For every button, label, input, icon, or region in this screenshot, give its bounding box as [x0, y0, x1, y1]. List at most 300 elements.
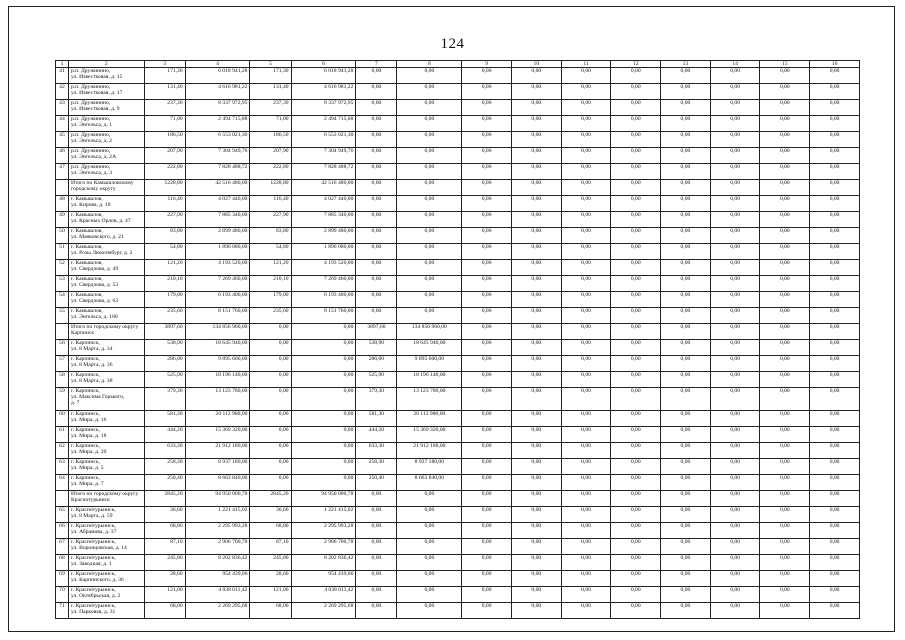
value-cell: 0,00 [661, 571, 711, 587]
value-cell: 237,30 [250, 100, 291, 116]
address-cell: г. Краснотурьинск, ул. Заводная, д. 1 [68, 555, 144, 571]
value-cell: 8 663 840,00 [397, 475, 462, 491]
address-cell: г. Краснотурьинск, ул. Воронцовская, д. 14 [68, 539, 144, 555]
value-cell: 0,00 [661, 411, 711, 427]
value-cell: 0,00 [462, 523, 512, 539]
value-cell: 0,00 [760, 100, 810, 116]
value-cell: 0,00 [397, 84, 462, 100]
address-cell: г. Краснотурьинск, ул. Абрамова, д. 37 [68, 523, 144, 539]
value-cell: 0,00 [810, 244, 860, 260]
value-cell: 0,00 [611, 443, 661, 459]
column-header: 2 [68, 61, 144, 68]
value-cell: 538,90 [356, 340, 397, 356]
value-cell: 0,00 [561, 164, 611, 180]
row-number: 50 [56, 228, 69, 244]
value-cell: 0,00 [356, 539, 397, 555]
value-cell: 0,00 [661, 427, 711, 443]
value-cell: 0,00 [462, 148, 512, 164]
value-cell: 0,00 [356, 603, 397, 619]
column-header: 5 [250, 61, 291, 68]
value-cell: 0,00 [397, 603, 462, 619]
value-cell: 235,60 [144, 308, 185, 324]
value-cell: 54,80 [250, 244, 291, 260]
row-number: 66 [56, 523, 69, 539]
value-cell: 0,00 [561, 372, 611, 388]
value-cell: 0,00 [810, 84, 860, 100]
value-cell: 0,00 [561, 244, 611, 260]
value-cell: 0,00 [397, 132, 462, 148]
value-cell: 0,00 [710, 180, 760, 196]
value-cell: 131,40 [144, 84, 185, 100]
value-cell: 0,00 [611, 212, 661, 228]
value-cell: 0,00 [561, 603, 611, 619]
value-cell: 7 269 460,00 [185, 276, 250, 292]
value-cell: 0,00 [561, 228, 611, 244]
value-cell: 0,00 [511, 356, 561, 372]
value-cell: 0,00 [611, 555, 661, 571]
table-row [56, 571, 860, 587]
value-cell: 0,00 [661, 228, 711, 244]
value-cell: 0,00 [611, 459, 661, 475]
row-number: 70 [56, 587, 69, 603]
value-cell: 0,00 [356, 276, 397, 292]
value-cell: 3897,60 [144, 324, 185, 340]
address-cell: г. Камышлов, ул. Свердлова, д. 63 [68, 292, 144, 308]
value-cell: 0,00 [661, 212, 711, 228]
value-cell: 0,00 [810, 475, 860, 491]
value-cell: 0,00 [760, 603, 810, 619]
value-cell: 286,00 [356, 356, 397, 372]
value-cell: 94 950 000,78 [185, 491, 250, 507]
value-cell: 121,00 [144, 587, 185, 603]
value-cell: 0,00 [356, 523, 397, 539]
value-cell: 0,00 [561, 555, 611, 571]
value-cell: 0,00 [710, 443, 760, 459]
value-cell: 581,30 [356, 411, 397, 427]
value-cell: 0,00 [661, 443, 711, 459]
value-cell: 0,00 [511, 228, 561, 244]
value-cell: 0,00 [356, 587, 397, 603]
value-cell: 0,00 [561, 491, 611, 507]
value-cell: 9 895 600,00 [397, 356, 462, 372]
value-cell: 0,00 [511, 84, 561, 100]
value-cell: 0,00 [661, 324, 711, 340]
value-cell: 28,60 [250, 571, 291, 587]
value-cell: 0,00 [462, 308, 512, 324]
value-cell: 0,00 [511, 276, 561, 292]
table-row [56, 459, 860, 475]
value-cell: 633,30 [144, 443, 185, 459]
table-row [56, 507, 860, 523]
value-cell: 0,00 [710, 491, 760, 507]
value-cell: 0,00 [661, 356, 711, 372]
table-row [56, 132, 860, 148]
table-row [56, 603, 860, 619]
value-cell: 0,00 [611, 427, 661, 443]
value-cell: 0,00 [397, 116, 462, 132]
value-cell: 0,00 [462, 603, 512, 619]
value-cell: 0,00 [462, 68, 512, 84]
value-cell: 0,00 [661, 308, 711, 324]
value-cell: 0,00 [561, 587, 611, 603]
value-cell: 0,00 [250, 388, 291, 411]
value-cell: 0,00 [760, 212, 810, 228]
value-cell: 0,00 [561, 148, 611, 164]
value-cell: 36,60 [144, 507, 185, 523]
value-cell: 0,00 [810, 308, 860, 324]
value-cell: 134 856 960,00 [185, 324, 250, 340]
value-cell: 207,90 [144, 148, 185, 164]
value-cell: 237,30 [144, 100, 185, 116]
value-cell: 0,00 [611, 180, 661, 196]
value-cell: 0,00 [760, 571, 810, 587]
value-cell: 0,00 [760, 475, 810, 491]
value-cell: 2 494 715,88 [185, 116, 250, 132]
value-cell: 0,00 [462, 260, 512, 276]
value-cell: 9 895 600,00 [185, 356, 250, 372]
value-cell: 0,00 [462, 427, 512, 443]
address-cell: г. Карпинск, ул. Максима Горького, д. 7 [68, 388, 144, 411]
value-cell: 15 369 320,00 [185, 427, 250, 443]
table-row [56, 443, 860, 459]
value-cell: 525,90 [356, 372, 397, 388]
value-cell: 71,00 [250, 116, 291, 132]
value-cell: 7 304 949,76 [185, 148, 250, 164]
value-cell: 0,00 [760, 292, 810, 308]
value-cell: 116,40 [250, 196, 291, 212]
value-cell: 186,50 [250, 132, 291, 148]
value-cell: 13 123 780,00 [397, 388, 462, 411]
value-cell: 0,00 [810, 459, 860, 475]
value-cell: 0,00 [661, 292, 711, 308]
value-cell: 7 885 340,00 [185, 212, 250, 228]
value-cell: 28,60 [144, 571, 185, 587]
value-cell: 0,00 [661, 459, 711, 475]
value-cell: 18 645 940,00 [185, 340, 250, 356]
value-cell: 0,00 [356, 507, 397, 523]
value-cell: 0,00 [810, 228, 860, 244]
address-cell: р.п. Дружинино, ул. Энгельса, д. 1 [68, 116, 144, 132]
value-cell: 0,00 [760, 555, 810, 571]
value-cell: 444,20 [356, 427, 397, 443]
value-cell: 0,00 [397, 180, 462, 196]
value-cell: 2 269 295,68 [291, 603, 356, 619]
value-cell: 0,00 [561, 260, 611, 276]
value-cell: 0,00 [462, 491, 512, 507]
value-cell: 68,80 [250, 523, 291, 539]
value-cell: 18 196 140,00 [185, 372, 250, 388]
value-cell: 379,30 [356, 388, 397, 411]
address-cell: р.п. Дружинино, ул. Известковая, д. 15 [68, 68, 144, 84]
value-cell: 0,00 [397, 523, 462, 539]
header-row [56, 61, 860, 68]
value-cell: 0,00 [710, 164, 760, 180]
value-cell: 0,00 [810, 68, 860, 84]
value-cell: 0,00 [462, 276, 512, 292]
value-cell: 0,00 [511, 491, 561, 507]
value-cell: 0,00 [661, 84, 711, 100]
table-row [56, 84, 860, 100]
value-cell: 0,00 [561, 475, 611, 491]
value-cell: 0,00 [611, 276, 661, 292]
value-cell: 0,00 [661, 180, 711, 196]
value-cell: 0,00 [710, 244, 760, 260]
value-cell: 0,00 [661, 116, 711, 132]
address-cell: Итого по городскому округу Краснотурьинск [68, 491, 144, 507]
value-cell: 0,00 [561, 68, 611, 84]
value-cell: 0,00 [710, 148, 760, 164]
value-cell: 0,00 [462, 475, 512, 491]
table-row [56, 292, 860, 308]
column-header: 11 [561, 61, 611, 68]
value-cell: 0,00 [511, 571, 561, 587]
value-cell: 0,00 [356, 308, 397, 324]
value-cell: 2 269 295,68 [185, 603, 250, 619]
address-cell: р.п. Дружинино, ул. Энгельса, д. 2 [68, 132, 144, 148]
table-row [56, 411, 860, 427]
value-cell: 525,90 [144, 372, 185, 388]
value-cell: 0,00 [462, 372, 512, 388]
value-cell: 0,00 [561, 443, 611, 459]
column-header: 15 [760, 61, 810, 68]
value-cell: 0,00 [710, 555, 760, 571]
column-header: 10 [511, 61, 561, 68]
value-cell: 83,80 [250, 228, 291, 244]
value-cell: 0,00 [810, 116, 860, 132]
value-cell: 0,00 [611, 324, 661, 340]
address-cell: г. Карпинск, ул. 8 Марта, д. 38 [68, 372, 144, 388]
address-cell: г. Карпинск, ул. Мира, д. 20 [68, 443, 144, 459]
value-cell: 0,00 [511, 475, 561, 491]
value-cell: 0,00 [561, 507, 611, 523]
value-cell: 6 193 400,00 [291, 292, 356, 308]
value-cell: 7 885 340,00 [291, 212, 356, 228]
value-cell: 0,00 [511, 507, 561, 523]
value-cell: 0,00 [561, 132, 611, 148]
value-cell: 0,00 [511, 523, 561, 539]
value-cell: 7 304 949,76 [291, 148, 356, 164]
value-cell: 210,10 [144, 276, 185, 292]
value-cell: 0,00 [397, 100, 462, 116]
value-cell: 0,00 [661, 100, 711, 116]
value-cell: 0,00 [760, 411, 810, 427]
value-cell: 0,00 [462, 555, 512, 571]
value-cell: 954 439,06 [291, 571, 356, 587]
value-cell: 0,00 [511, 116, 561, 132]
data-table [55, 60, 860, 619]
table-row [56, 260, 860, 276]
value-cell: 0,00 [561, 276, 611, 292]
address-cell: г. Карпинск, ул. Мира, д. 18 [68, 427, 144, 443]
address-cell: г. Краснотурьинск, ул. Карпинского, д. 36 [68, 571, 144, 587]
value-cell: 0,00 [291, 459, 356, 475]
value-cell: 0,00 [661, 340, 711, 356]
column-header: 14 [710, 61, 760, 68]
value-cell: 0,00 [611, 587, 661, 603]
address-cell: г. Карпинск, ул. 8 Марта, д. 34 [68, 340, 144, 356]
value-cell: 0,00 [291, 340, 356, 356]
value-cell: 20 112 980,00 [185, 411, 250, 427]
value-cell: 0,00 [561, 388, 611, 411]
value-cell: 0,00 [397, 228, 462, 244]
row-number: 69 [56, 571, 69, 587]
value-cell: 0,00 [710, 100, 760, 116]
value-cell: 210,10 [250, 276, 291, 292]
value-cell: 0,00 [561, 539, 611, 555]
value-cell: 0,00 [611, 196, 661, 212]
value-cell: 0,00 [462, 132, 512, 148]
value-cell: 0,00 [810, 443, 860, 459]
value-cell: 0,00 [710, 603, 760, 619]
value-cell: 0,00 [760, 116, 810, 132]
value-cell: 8 151 760,00 [185, 308, 250, 324]
address-cell: р.п. Дружинино, ул. Энгельса, д. 3 [68, 164, 144, 180]
value-cell: 0,00 [611, 260, 661, 276]
row-number: 56 [56, 340, 69, 356]
value-cell: 0,00 [462, 507, 512, 523]
value-cell: 0,00 [760, 443, 810, 459]
value-cell: 0,00 [511, 260, 561, 276]
value-cell: 0,00 [250, 372, 291, 388]
value-cell: 0,00 [760, 523, 810, 539]
value-cell: 6 018 941,28 [185, 68, 250, 84]
value-cell: 0,00 [356, 491, 397, 507]
value-cell: 0,00 [462, 228, 512, 244]
value-cell: 0,00 [760, 324, 810, 340]
value-cell: 0,00 [561, 523, 611, 539]
value-cell: 0,00 [397, 539, 462, 555]
value-cell: 6 553 021,30 [185, 132, 250, 148]
value-cell: 0,00 [462, 587, 512, 603]
value-cell: 179,00 [250, 292, 291, 308]
value-cell: 0,00 [611, 523, 661, 539]
value-cell: 0,00 [760, 539, 810, 555]
value-cell: 2845,20 [250, 491, 291, 507]
table-row [56, 340, 860, 356]
value-cell: 0,00 [810, 276, 860, 292]
value-cell: 0,00 [462, 324, 512, 340]
value-cell: 0,00 [661, 539, 711, 555]
total-row [56, 491, 860, 507]
value-cell: 0,00 [611, 491, 661, 507]
value-cell: 0,00 [760, 459, 810, 475]
value-cell: 0,00 [462, 459, 512, 475]
value-cell: 13 123 780,00 [185, 388, 250, 411]
address-cell: г. Карпинск, ул. Мира, д. 7 [68, 475, 144, 491]
table-row [56, 523, 860, 539]
value-cell: 0,00 [810, 164, 860, 180]
value-cell: 0,00 [291, 372, 356, 388]
value-cell: 7 828 488,72 [291, 164, 356, 180]
value-cell: 0,00 [462, 180, 512, 196]
value-cell: 0,00 [511, 132, 561, 148]
value-cell: 0,00 [710, 571, 760, 587]
value-cell: 4 027 440,00 [291, 196, 356, 212]
value-cell: 0,00 [561, 340, 611, 356]
value-cell: 2 295 993,28 [291, 523, 356, 539]
value-cell: 171,30 [144, 68, 185, 84]
value-cell: 21 912 180,00 [397, 443, 462, 459]
value-cell: 0,00 [462, 164, 512, 180]
value-cell: 6 193 400,00 [185, 292, 250, 308]
value-cell: 0,00 [760, 164, 810, 180]
value-cell: 0,00 [462, 539, 512, 555]
value-cell: 245,80 [250, 555, 291, 571]
value-cell: 0,00 [511, 388, 561, 411]
column-header: 13 [661, 61, 711, 68]
value-cell: 0,00 [561, 411, 611, 427]
value-cell: 0,00 [561, 180, 611, 196]
column-header: 16 [810, 61, 860, 68]
value-cell: 71,00 [144, 116, 185, 132]
value-cell: 0,00 [291, 427, 356, 443]
value-cell: 8 937 180,00 [185, 459, 250, 475]
value-cell: 0,00 [397, 292, 462, 308]
value-cell: 227,90 [250, 212, 291, 228]
address-cell: г. Камышлов, ул. Розы Люксембург, д. 2 [68, 244, 144, 260]
value-cell: 8 202 836,42 [291, 555, 356, 571]
value-cell: 0,00 [661, 523, 711, 539]
value-cell: 0,00 [810, 340, 860, 356]
value-cell: 4 193 520,00 [185, 260, 250, 276]
value-cell: 0,00 [291, 388, 356, 411]
value-cell: 0,00 [356, 196, 397, 212]
row-number: 44 [56, 116, 69, 132]
column-header: 6 [291, 61, 356, 68]
row-number: 63 [56, 459, 69, 475]
table-row [56, 555, 860, 571]
value-cell: 0,00 [561, 292, 611, 308]
table-row [56, 196, 860, 212]
value-cell: 179,00 [144, 292, 185, 308]
row-number: 62 [56, 443, 69, 459]
value-cell: 0,00 [760, 260, 810, 276]
value-cell: 250,40 [144, 475, 185, 491]
row-number: 54 [56, 292, 69, 308]
value-cell: 0,00 [611, 539, 661, 555]
value-cell: 0,00 [561, 308, 611, 324]
value-cell: 0,00 [561, 356, 611, 372]
value-cell: 0,00 [611, 507, 661, 523]
value-cell: 0,00 [511, 539, 561, 555]
value-cell: 0,00 [710, 475, 760, 491]
value-cell: 0,00 [810, 491, 860, 507]
column-header: 12 [611, 61, 661, 68]
value-cell: 0,00 [760, 180, 810, 196]
value-cell: 0,00 [511, 603, 561, 619]
value-cell: 0,00 [611, 116, 661, 132]
value-cell: 0,00 [356, 228, 397, 244]
value-cell: 0,00 [760, 228, 810, 244]
value-cell: 0,00 [611, 356, 661, 372]
value-cell: 0,00 [710, 427, 760, 443]
value-cell: 4 038 011,42 [185, 587, 250, 603]
value-cell: 258,30 [144, 459, 185, 475]
value-cell: 7 269 460,00 [291, 276, 356, 292]
value-cell: 0,00 [710, 340, 760, 356]
value-cell: 83,80 [144, 228, 185, 244]
value-cell: 0,00 [356, 148, 397, 164]
value-cell: 8 937 180,00 [397, 459, 462, 475]
value-cell: 0,00 [462, 100, 512, 116]
value-cell: 0,00 [760, 372, 810, 388]
value-cell: 0,00 [397, 148, 462, 164]
address-cell: р.п. Дружинино, ул. Известковая, д. 9 [68, 100, 144, 116]
value-cell: 0,00 [462, 244, 512, 260]
value-cell: 0,00 [810, 324, 860, 340]
value-cell: 0,00 [710, 292, 760, 308]
value-cell: 0,00 [356, 555, 397, 571]
